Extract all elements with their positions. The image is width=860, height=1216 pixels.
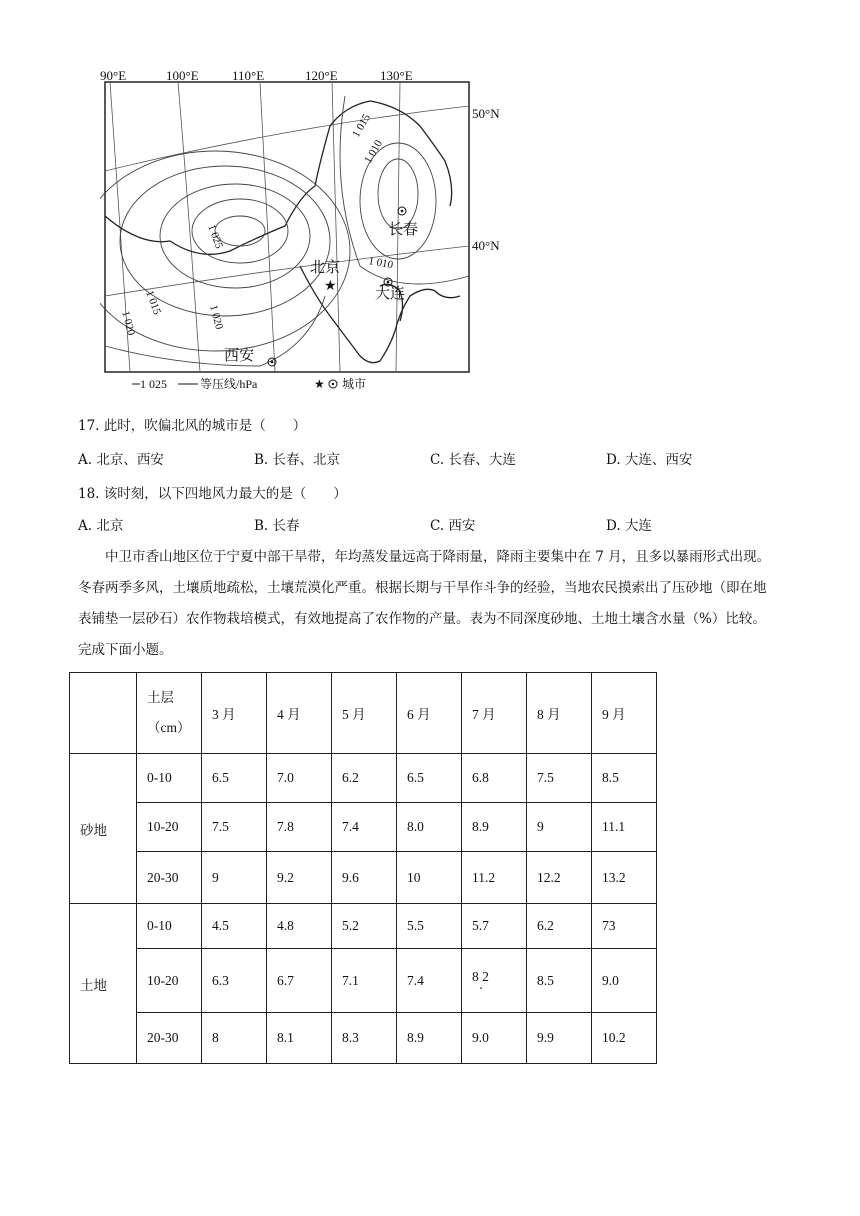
value-cell: 9 <box>527 803 592 852</box>
q18-option-a[interactable]: A. 北京 <box>78 518 124 534</box>
q18-option-b[interactable]: B. 长春 <box>254 518 300 534</box>
value-cell: 7.1 <box>332 949 397 1013</box>
value-cell: 9.0 <box>462 1013 527 1064</box>
value-cell: 6.3 <box>202 949 267 1013</box>
lat-label: 40°N <box>472 238 500 253</box>
value-cell: 8.0 <box>397 803 462 852</box>
city-label: 北京 <box>310 260 341 276</box>
header-layer-line1: 土层 <box>147 690 174 705</box>
value-cell: 7.8 <box>267 803 332 852</box>
value-cell: 6.7 <box>267 949 332 1013</box>
city-dalian <box>375 278 405 302</box>
city-beijing <box>310 259 340 294</box>
month-header: 7 月 <box>462 673 527 754</box>
isobar-label: 1 015 <box>143 288 163 317</box>
table-row <box>70 803 657 852</box>
value-cell: 7.0 <box>267 754 332 803</box>
value-text: 8 2 <box>472 968 489 984</box>
emphasis-dot: · <box>472 980 484 996</box>
lon-label: 120°E <box>305 68 338 83</box>
city-label: 西安 <box>224 348 255 364</box>
value-cell: 11.1 <box>592 803 657 852</box>
value-cell: 4.8 <box>267 904 332 949</box>
star-icon: ★ <box>314 377 325 391</box>
city-xian <box>224 347 276 366</box>
value-cell: 7.4 <box>397 949 462 1013</box>
value-cell: 6.2 <box>527 904 592 949</box>
depth-cell: 0-10 <box>137 754 202 803</box>
table-header-row <box>70 673 657 754</box>
table-row <box>70 949 657 1013</box>
value-cell: 12.2 <box>527 852 592 904</box>
reading-passage <box>78 542 778 666</box>
value-cell: 9.6 <box>332 852 397 904</box>
group-label: 土地 <box>70 904 137 1064</box>
value-cell: 6.2 <box>332 754 397 803</box>
depth-cell: 10-20 <box>137 949 202 1013</box>
depth-cell: 20-30 <box>137 852 202 904</box>
lon-label: 100°E <box>166 68 199 83</box>
table-row <box>70 1013 657 1064</box>
month-header: 4 月 <box>267 673 332 754</box>
depth-cell: 10-20 <box>137 803 202 852</box>
value-cell: 9.9 <box>527 1013 592 1064</box>
value-cell: 7.4 <box>332 803 397 852</box>
isobar-label: 1 010 <box>362 138 385 166</box>
city-changchun <box>388 207 418 238</box>
month-header: 3 月 <box>202 673 267 754</box>
city-label: 长春 <box>388 222 419 238</box>
isobar-map <box>100 66 510 398</box>
q17-option-a[interactable]: A. 北京、西安 <box>78 452 164 468</box>
question-17-stem: 17. 此时，吹偏北风的城市是（ ） <box>78 418 307 434</box>
q17-option-c[interactable]: C. 长春、大连 <box>430 452 516 468</box>
value-cell: 9.2 <box>267 852 332 904</box>
lon-label: 110°E <box>232 68 265 83</box>
month-header: 8 月 <box>527 673 592 754</box>
value-cell: 11.2 <box>462 852 527 904</box>
lon-label: 130°E <box>380 68 413 83</box>
table-row <box>70 754 657 803</box>
value-cell: 5.5 <box>397 904 462 949</box>
value-cell: 13.2 <box>592 852 657 904</box>
month-header: 9 月 <box>592 673 657 754</box>
depth-cell: 20-30 <box>137 1013 202 1064</box>
q17-option-d[interactable]: D. 大连、西安 <box>606 452 693 468</box>
isobar-label: 1 010 <box>367 255 394 272</box>
value-cell: 4.5 <box>202 904 267 949</box>
month-header: 6 月 <box>397 673 462 754</box>
table-corner-cell <box>70 673 137 754</box>
isobar-label: 1 015 <box>350 112 373 140</box>
value-cell: 7.5 <box>527 754 592 803</box>
value-cell: 8.3 <box>332 1013 397 1064</box>
value-cell: 6.8 <box>462 754 527 803</box>
value-cell: 8.1 <box>267 1013 332 1064</box>
lat-label: 50°N <box>472 106 500 121</box>
value-cell: 8.5 <box>527 949 592 1013</box>
q18-option-c[interactable]: C. 西安 <box>430 518 476 534</box>
value-cell: 9.0 <box>592 949 657 1013</box>
q17-option-b[interactable]: B. 长春、北京 <box>254 452 341 468</box>
value-cell: 8.9 <box>462 803 527 852</box>
value-cell: 8.5 <box>592 754 657 803</box>
passage-text: 中卫市香山地区位于宁夏中部干旱带，年均蒸发量远高于降雨量，降雨主要集中在 7 月，且多以暴雨形式出现。冬春两季多风，土壤质地疏松，土壤荒漠化严重。根据长期与干旱作斗争的经验，当地农民摸索出了压砂地（即在地表铺垫一层砂石）农作物栽培模式，有效地提高了农作物的产量。表为不同深度砂地、土地土壤含水量（%）比较。完成下面小题。 <box>78 549 771 658</box>
lon-label: 90°E <box>100 68 127 83</box>
month-header: 5 月 <box>332 673 397 754</box>
value-cell: 6.5 <box>202 754 267 803</box>
depth-cell: 0-10 <box>137 904 202 949</box>
table-row <box>70 852 657 904</box>
legend-isobar-value: 1 025 <box>140 377 167 391</box>
value-cell: 10 <box>397 852 462 904</box>
group-label: 砂地 <box>70 754 137 904</box>
value-cell: 5.7 <box>462 904 527 949</box>
value-cell: 7.5 <box>202 803 267 852</box>
isobar-label: 1 020 <box>207 303 226 331</box>
value-cell: 8 <box>202 1013 267 1064</box>
question-18-stem: 18. 该时刻，以下四地风力最大的是（ ） <box>78 486 347 502</box>
value-cell: 73 <box>592 904 657 949</box>
map-legend <box>132 376 366 391</box>
q18-option-d[interactable]: D. 大连 <box>606 518 652 534</box>
legend-isobar-text: 等压线/hPa <box>200 377 258 391</box>
value-cell: 5.2 <box>332 904 397 949</box>
value-cell: 8.9 <box>397 1013 462 1064</box>
value-cell: 9 <box>202 852 267 904</box>
header-layer-cell <box>137 673 202 754</box>
legend-city-text: 城市 <box>342 377 367 391</box>
star-icon: ★ <box>324 279 337 294</box>
header-layer-line2: （cm） <box>147 720 191 735</box>
table-row <box>70 904 657 949</box>
value-cell: 6.5 <box>397 754 462 803</box>
soil-moisture-table <box>69 672 657 1064</box>
isobar-label: 1 020 <box>119 309 138 337</box>
isobar-label: 1 025 <box>205 222 225 251</box>
city-label: 大连 <box>375 286 406 302</box>
value-cell: 10.2 <box>592 1013 657 1064</box>
value-cell <box>462 949 527 1013</box>
